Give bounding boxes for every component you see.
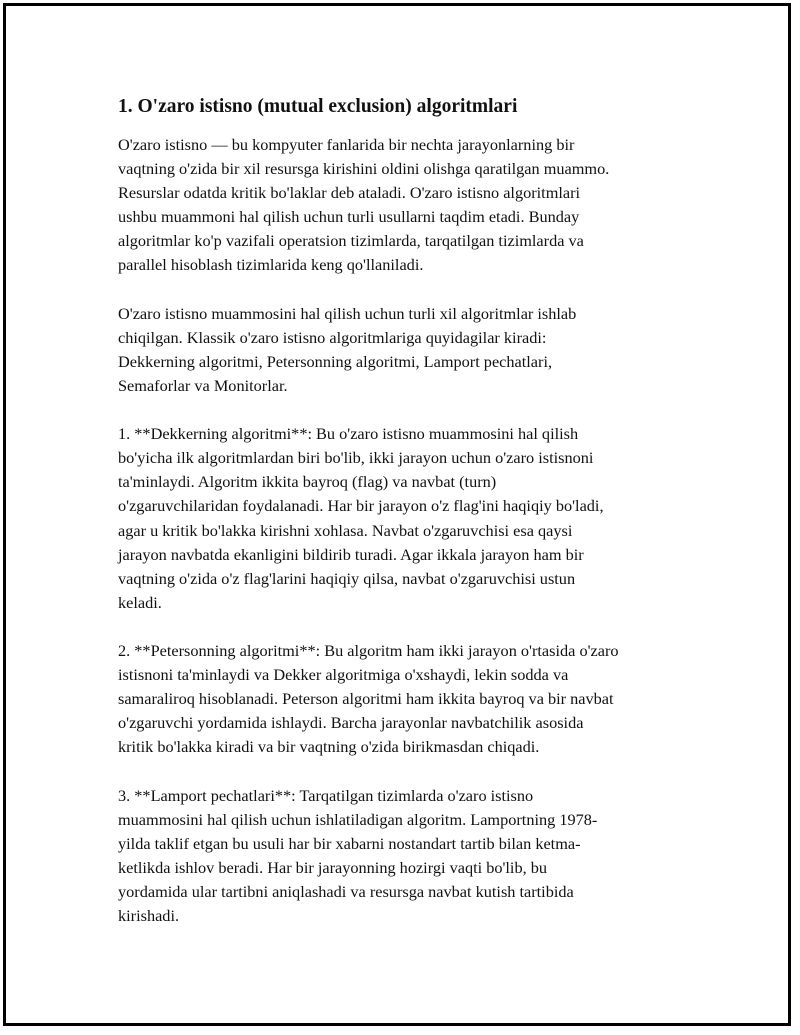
paragraph-intro: O'zaro istisno — bu kompyuter fanlarida bir nechta jarayonlarning bir vaqtning o'zida bir xil resursga kirishini oldini olishga qaratilgan muammo. Resurslar odatda kritik bo'laklar deb ataladi. O'zaro istisno algoritmlari ushbu muammoni hal qilish uchun turli usullarni taqdim etadi. Bunday algoritmlar ko'p vazifali operatsion tizimlarda, tarqatilgan tizimlarda va parallel hisoblash tizimlarida keng qo'llaniladi. <box>118 135 610 275</box>
document-body <box>118 93 698 952</box>
paragraph-peterson: 2. **Petersonning algoritmi**: Bu algoritm ham ikki jarayon o'rtasida o'zaro istisnoni ta'minlaydi va Dekker algoritmiga o'xshaydi, lekin sodda va samaraliroq hisoblanadi. Peterson algoritmi ham ikkita bayroq va bir navbat o'zgaruvchi yordamida ishlaydi. Barcha jarayonlar navbatchilik asosida kritik bo'lakka kiradi va bir vaqtning o'zida birikmasdan chiqadi. <box>118 640 619 757</box>
paragraph-dekker: 1. **Dekkerning algoritmi**: Bu o'zaro istisno muammosini hal qilish bo'yicha ilk algoritmlardan biri bo'lib, ikki jarayon uchun o'zaro istisnoni ta'minlaydi. Algoritm ikkita bayroq (flag) va navbat (turn) o'zgaruvchilaridan foydalanadi. Har bir jarayon o'z flag'ini haqiqiy bo'ladi, agar u kritik bo'lakka kirishni xohlasa. Navbat o'zgaruvchisi esa qaysi jarayon navbatda ekanligini bildirib turadi. Agar ikkala jarayon ham bir vaqtning o'zida o'z flag'larini haqiqiy qilsa, navbat o'zgaruvchisi ustun keladi. <box>118 424 604 612</box>
paragraph-lamport: 3. **Lamport pechatlari**: Tarqatilgan tizimlarda o'zaro istisno muammosini hal qilish uchun ishlatiladigan algoritm. Lamportning 1978- yilda taklif etgan bu usuli har bir xabarni nostandart tartib bilan ketma- ketlikda ishlov beradi. Har bir jarayonning hozirgi vaqti bo'lib, bu yordamida ular tartibni aniqlashadi va resursga navbat kutish tartibida kirishadi. <box>118 785 598 925</box>
paragraph-algorithms-overview: O'zaro istisno muammosini hal qilish uchun turli xil algoritmlar ishlab chiqilgan. Klassik o'zaro istisno algoritmlariga quyidagilar kiradi: Dekkerning algoritmi, Petersonning algoritmi, Lamport pechatlari, Semaforlar va Monitorlar. <box>118 303 577 395</box>
document-title: 1. O'zaro istisno (mutual exclusion) algoritmlari <box>118 96 518 117</box>
